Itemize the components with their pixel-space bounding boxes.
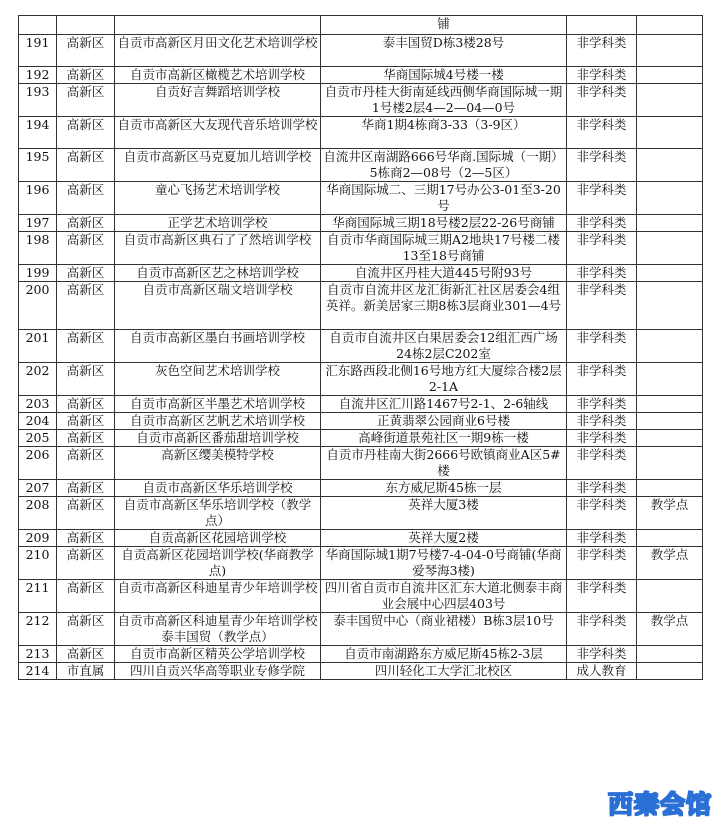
note-cell (637, 282, 703, 330)
district-cell: 高新区 (57, 149, 115, 182)
row-number-cell: 193 (19, 84, 57, 117)
school-name-cell: 自贡市高新区科迪星青少年培训学校泰丰国贸（教学点） (115, 613, 321, 646)
row-number-cell: 196 (19, 182, 57, 215)
district-cell: 高新区 (57, 282, 115, 330)
school-name-cell: 自贡市高新区艺帆艺术培训学校 (115, 413, 321, 430)
address-cell: 自贡市丹桂南大街2666号欧镇商业A区5#楼 (321, 447, 567, 480)
note-cell (637, 265, 703, 282)
district-cell: 高新区 (57, 215, 115, 232)
school-name-cell: 自贡市高新区典石了了然培训学校 (115, 232, 321, 265)
address-cell: 铺 (321, 16, 567, 35)
table-row (19, 282, 703, 330)
note-cell (637, 149, 703, 182)
address-cell: 泰丰国贸D栋3楼28号 (321, 35, 567, 67)
table-row (19, 547, 703, 580)
category-cell: 非学科类 (567, 613, 637, 646)
address-cell: 英祥大厦3楼 (321, 497, 567, 530)
category-cell: 非学科类 (567, 580, 637, 613)
row-number-cell: 204 (19, 413, 57, 430)
note-cell (637, 663, 703, 680)
school-name-cell: 自贡市高新区瑞文培训学校 (115, 282, 321, 330)
row-number-cell: 199 (19, 265, 57, 282)
category-cell: 非学科类 (567, 547, 637, 580)
category-cell: 非学科类 (567, 117, 637, 149)
address-cell: 华商国际城1期7号楼7-4-04-0号商铺(华商爱琴海3楼) (321, 547, 567, 580)
school-name-cell: 自贡市高新区华乐培训学校 (115, 480, 321, 497)
note-cell (637, 363, 703, 396)
district-cell: 高新区 (57, 530, 115, 547)
school-list-table (18, 15, 703, 680)
address-cell: 高峰街道景苑社区一期9栋一楼 (321, 430, 567, 447)
note-cell (637, 480, 703, 497)
school-name-cell: 自贡市高新区科迪星青少年培训学校 (115, 580, 321, 613)
table-row (19, 117, 703, 149)
table-row (19, 663, 703, 680)
category-cell: 非学科类 (567, 530, 637, 547)
address-cell: 四川轻化工大学汇北校区 (321, 663, 567, 680)
district-cell: 高新区 (57, 265, 115, 282)
school-name-cell: 自贡市高新区半墨艺术培训学校 (115, 396, 321, 413)
table-body (19, 16, 703, 680)
table-row (19, 35, 703, 67)
category-cell: 非学科类 (567, 447, 637, 480)
note-cell (637, 215, 703, 232)
address-cell: 自流井区汇川路1467号2-1、2-6轴线 (321, 396, 567, 413)
table-row (19, 396, 703, 413)
row-number-cell: 214 (19, 663, 57, 680)
district-cell: 高新区 (57, 35, 115, 67)
row-number-cell: 212 (19, 613, 57, 646)
district-cell: 高新区 (57, 497, 115, 530)
school-name-cell: 高新区缨美模特学校 (115, 447, 321, 480)
district-cell: 高新区 (57, 363, 115, 396)
category-cell: 非学科类 (567, 497, 637, 530)
note-cell (637, 396, 703, 413)
district-cell: 高新区 (57, 480, 115, 497)
row-number-cell: 211 (19, 580, 57, 613)
address-cell: 华商国际城三期18号楼2层22-26号商铺 (321, 215, 567, 232)
row-number-cell: 207 (19, 480, 57, 497)
category-cell: 非学科类 (567, 413, 637, 430)
table-row (19, 447, 703, 480)
category-cell: 非学科类 (567, 182, 637, 215)
row-number-cell: 192 (19, 67, 57, 84)
category-cell: 非学科类 (567, 646, 637, 663)
row-number-cell: 208 (19, 497, 57, 530)
table-row (19, 330, 703, 363)
school-name-cell: 自贡好言舞蹈培训学校 (115, 84, 321, 117)
note-cell: 教学点 (637, 613, 703, 646)
note-cell (637, 530, 703, 547)
district-cell: 高新区 (57, 430, 115, 447)
note-cell (637, 330, 703, 363)
school-name-cell: 自贡市高新区大友现代音乐培训学校 (115, 117, 321, 149)
row-number-cell: 206 (19, 447, 57, 480)
note-cell (637, 447, 703, 480)
category-cell: 非学科类 (567, 282, 637, 330)
category-cell: 非学科类 (567, 396, 637, 413)
note-cell (637, 84, 703, 117)
district-cell: 高新区 (57, 67, 115, 84)
note-cell (637, 580, 703, 613)
district-cell: 高新区 (57, 84, 115, 117)
row-number-cell: 203 (19, 396, 57, 413)
category-cell: 非学科类 (567, 149, 637, 182)
district-cell: 高新区 (57, 447, 115, 480)
note-cell (637, 646, 703, 663)
row-number-cell: 191 (19, 35, 57, 67)
table-row (19, 215, 703, 232)
table-row (19, 613, 703, 646)
address-cell: 东方威尼斯45栋一层 (321, 480, 567, 497)
table-row (19, 67, 703, 84)
note-cell (637, 430, 703, 447)
row-number-cell: 195 (19, 149, 57, 182)
row-number-cell: 210 (19, 547, 57, 580)
category-cell: 成人教育 (567, 663, 637, 680)
category-cell: 非学科类 (567, 330, 637, 363)
row-number-cell: 205 (19, 430, 57, 447)
note-cell: 教学点 (637, 547, 703, 580)
table-row (19, 646, 703, 663)
table-row (19, 580, 703, 613)
category-cell: 非学科类 (567, 84, 637, 117)
table-row (19, 363, 703, 396)
address-cell: 自贡市自流井区龙汇街新汇社区居委会4组英祥。新美居家三期8栋3层商业301—4号 (321, 282, 567, 330)
table-row (19, 530, 703, 547)
row-number-cell: 209 (19, 530, 57, 547)
district-cell: 高新区 (57, 646, 115, 663)
address-cell: 自贡市南湖路东方威尼斯45栋2-3层 (321, 646, 567, 663)
school-name-cell: 自贡高新区花园培训学校(华商教学点) (115, 547, 321, 580)
district-cell: 高新区 (57, 117, 115, 149)
note-cell (637, 117, 703, 149)
table-row (19, 497, 703, 530)
watermark-logo: 西秦会馆 (607, 790, 712, 819)
school-name-cell: 童心飞扬艺术培训学校 (115, 182, 321, 215)
school-name-cell: 四川自贡兴华高等职业专修学院 (115, 663, 321, 680)
district-cell: 高新区 (57, 547, 115, 580)
address-cell: 四川省自贡市自流井区汇东大道北侧泰丰商业会展中心四层403号 (321, 580, 567, 613)
row-number-cell: 202 (19, 363, 57, 396)
table-row (19, 430, 703, 447)
row-number-cell: 201 (19, 330, 57, 363)
category-cell: 非学科类 (567, 35, 637, 67)
school-name-cell: 自贡市高新区月田文化艺术培训学校 (115, 35, 321, 67)
address-cell: 华商1期4栋商3-33（3-9区） (321, 117, 567, 149)
school-name-cell: 自贡市高新区精英公学培训学校 (115, 646, 321, 663)
note-cell (637, 182, 703, 215)
address-cell: 汇东路西段北侧16号地方红大厦综合楼2层2-1A (321, 363, 567, 396)
school-name-cell: 灰色空间艺术培训学校 (115, 363, 321, 396)
address-cell: 华商国际城4号楼一楼 (321, 67, 567, 84)
row-number-cell: 194 (19, 117, 57, 149)
category-cell: 非学科类 (567, 363, 637, 396)
table-row (19, 84, 703, 117)
district-cell: 高新区 (57, 330, 115, 363)
school-name-cell: 正学艺术培训学校 (115, 215, 321, 232)
school-name-cell: 自贡市高新区橄榄艺术培训学校 (115, 67, 321, 84)
school-name-cell: 自贡市高新区华乐培训学校（教学点） (115, 497, 321, 530)
table-row (19, 413, 703, 430)
row-number-cell: 213 (19, 646, 57, 663)
row-number-cell: 198 (19, 232, 57, 265)
row-number-cell: 197 (19, 215, 57, 232)
school-name-cell: 自贡市高新区墨白书画培训学校 (115, 330, 321, 363)
category-cell: 非学科类 (567, 480, 637, 497)
school-name-cell: 自贡市高新区艺之林培训学校 (115, 265, 321, 282)
note-cell: 教学点 (637, 497, 703, 530)
category-cell: 非学科类 (567, 430, 637, 447)
category-cell: 非学科类 (567, 232, 637, 265)
category-cell: 非学科类 (567, 215, 637, 232)
district-cell: 高新区 (57, 232, 115, 265)
school-name-cell: 自贡市高新区马克夏加儿培训学校 (115, 149, 321, 182)
school-name-cell: 自贡市高新区番茄甜培训学校 (115, 430, 321, 447)
school-name-cell: 自贡高新区花园培训学校 (115, 530, 321, 547)
address-cell: 自流井区南湖路666号华商.国际城（一期）5栋商2—08号（2—5区） (321, 149, 567, 182)
table-row (19, 265, 703, 282)
table-row (19, 149, 703, 182)
category-cell: 非学科类 (567, 265, 637, 282)
district-cell: 高新区 (57, 413, 115, 430)
address-cell: 自贡市自流井区白果居委会12组汇西广场24栋2层C202室 (321, 330, 567, 363)
table-row (19, 182, 703, 215)
row-number-cell: 200 (19, 282, 57, 330)
note-cell (637, 35, 703, 67)
address-cell: 英祥大厦2楼 (321, 530, 567, 547)
district-cell: 高新区 (57, 580, 115, 613)
note-cell (637, 413, 703, 430)
note-cell (637, 232, 703, 265)
district-cell: 市直属 (57, 663, 115, 680)
district-cell: 高新区 (57, 396, 115, 413)
category-cell: 非学科类 (567, 67, 637, 84)
table-row (19, 232, 703, 265)
table-row-continued (19, 16, 703, 35)
table-row (19, 480, 703, 497)
address-cell: 自贡市华商国际城三期A2地块17号楼二楼13至18号商铺 (321, 232, 567, 265)
address-cell: 泰丰国贸中心（商业裙楼）B栋3层10号 (321, 613, 567, 646)
address-cell: 华商国际城二、三期17号办公3-01至3-20号 (321, 182, 567, 215)
note-cell (637, 67, 703, 84)
address-cell: 正黄翡翠公园商业6号楼 (321, 413, 567, 430)
district-cell: 高新区 (57, 613, 115, 646)
address-cell: 自贡市丹桂大街南延线西侧华商国际城一期1号楼2层4—2—04—0号 (321, 84, 567, 117)
address-cell: 自流井区丹桂大道445号附93号 (321, 265, 567, 282)
district-cell: 高新区 (57, 182, 115, 215)
